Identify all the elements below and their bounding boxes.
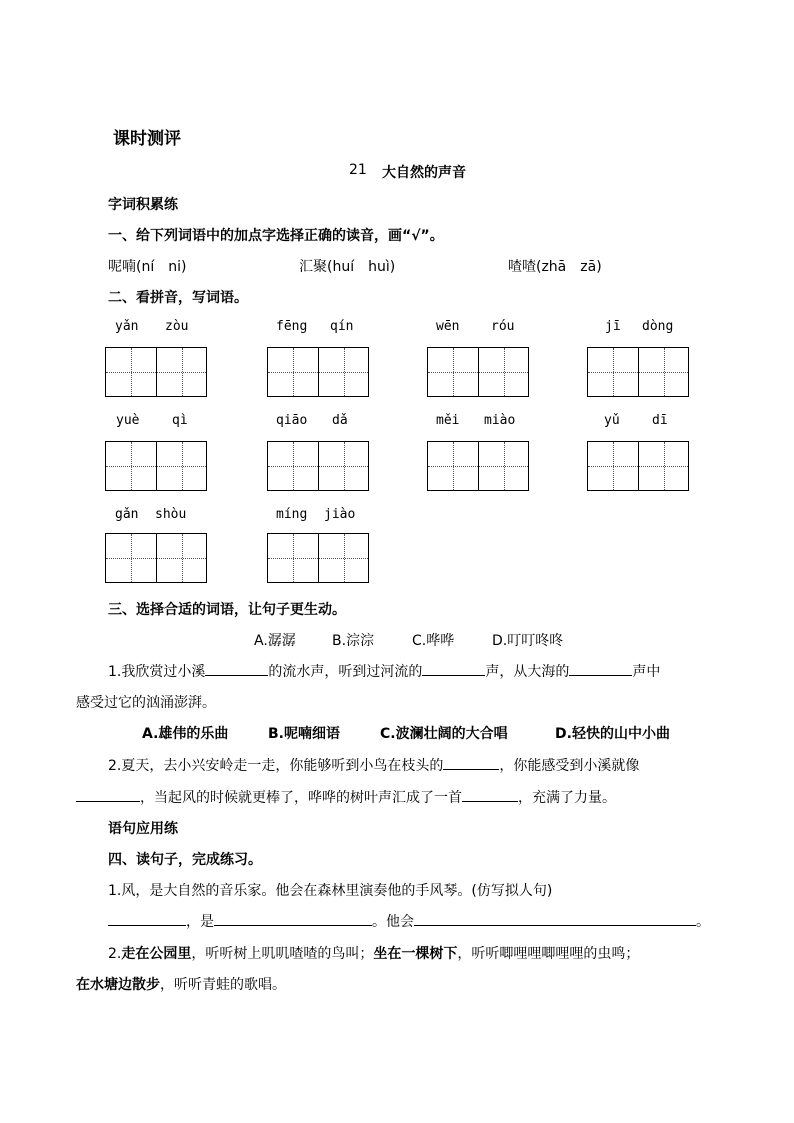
option-d: D.叮叮咚咚 [492, 633, 564, 649]
q1-title: 一、给下列词语中的加点字选择正确的读音，画“√”。 [108, 228, 444, 244]
q3-sentence-2: 2.夏天，去小兴安岭走一走，你能够听到小鸟在枝头的 ，你能感受到小溪就像 [108, 755, 639, 775]
pinyin-label: měi miào [436, 413, 516, 428]
q1-item [299, 256, 395, 276]
answer-blank[interactable] [462, 787, 518, 802]
writing-grid[interactable] [105, 533, 207, 583]
option-c: C.哗哗 [412, 633, 455, 649]
writing-grid[interactable] [267, 533, 369, 583]
answer-blank[interactable] [205, 661, 268, 676]
answer-blank[interactable] [422, 661, 485, 676]
pinyin-label: fēng qín [276, 319, 354, 334]
q1-word: 喳喳 [508, 259, 536, 275]
q2-title: 二、看拼音，写词语。 [108, 290, 248, 306]
q1-word: 汇聚 [299, 259, 327, 275]
pinyin-label: wēn róu [436, 319, 515, 334]
writing-grid[interactable] [587, 441, 689, 491]
pinyin-label: yuè qì [116, 413, 188, 428]
q3-options-b [142, 723, 670, 743]
pinyin-label: qiāo dǎ [276, 413, 348, 428]
answer-blank[interactable] [569, 661, 632, 676]
writing-grid[interactable] [587, 347, 689, 397]
q3-title: 三、选择合适的词语，让句子更生动。 [108, 602, 346, 618]
section-sentence-title: 语句应用练 [108, 821, 178, 837]
option-a: A.潺潺 [254, 633, 296, 649]
answer-blank[interactable] [76, 787, 140, 802]
option-b: B.呢喃细语 [268, 726, 340, 742]
q4-title: 四、读句子，完成练习。 [108, 852, 262, 868]
q4-sentence-2: 2.走在公园里，听听树上叽叽喳喳的鸟叫；坐在一棵树下，听听唧哩哩唧哩哩的虫鸣； [108, 946, 640, 962]
option-c: C.波澜壮阔的大合唱 [380, 726, 508, 742]
answer-blank[interactable] [414, 911, 696, 926]
q1-item [508, 256, 602, 276]
option-b: B.淙淙 [332, 633, 375, 649]
page-label: 课时测评 [113, 129, 181, 149]
pinyin-label: gǎn shòu [115, 507, 187, 522]
writing-grid[interactable] [427, 347, 529, 397]
option-a: A.雄伟的乐曲 [142, 726, 229, 742]
q1-options: (huí huì) [327, 259, 396, 275]
emphasis-text: 走在公园里 [121, 946, 192, 962]
q3-sentence-1: 1.我欣赏过小溪 的流水声，听到过河流的 声，从大海的 声中 [108, 661, 660, 681]
emphasis-text: 在水塘边散步 [76, 977, 160, 993]
pinyin-label: míng jiào [276, 507, 356, 522]
q1-options: (zhā zā) [536, 259, 602, 275]
q3-options-a [254, 630, 563, 650]
q1-options: (ní ni) [136, 259, 187, 275]
writing-grid[interactable] [105, 347, 207, 397]
q3-sentence-2-cont: ，当起风的时候就更棒了，哗哗的树叶声汇成了一首 ，充满了力量。 [76, 787, 616, 807]
q4-sentence-1: 1.风，是大自然的音乐家。他会在森林里演奏他的手风琴。(仿写拟人句) [108, 883, 553, 899]
answer-blank[interactable] [214, 911, 372, 926]
q1-word: 呢喃 [108, 259, 136, 275]
answer-blank[interactable] [108, 911, 186, 926]
q3-sentence-1-cont: 感受过它的汹涌澎湃。 [76, 695, 216, 711]
writing-grid[interactable] [427, 441, 529, 491]
writing-grid[interactable] [267, 347, 369, 397]
answer-blank[interactable] [443, 755, 499, 770]
pinyin-label: yǎn zòu [115, 319, 189, 334]
q4-fill-line: ，是 。他会 。 [108, 911, 710, 931]
q1-item [108, 256, 186, 276]
section-vocab-title: 字词积累练 [108, 197, 178, 213]
writing-grid[interactable] [267, 441, 369, 491]
lesson-title: 大自然的声音 [382, 165, 466, 181]
q4-sentence-2-cont: 在水塘边散步，听听青蛙的歌唱。 [76, 977, 286, 993]
pinyin-label: yǔ dī [604, 413, 668, 428]
lesson-number: 21 [349, 162, 367, 178]
pinyin-label: jī dòng [605, 319, 674, 334]
writing-grid[interactable] [105, 441, 207, 491]
emphasis-text: 坐在一棵树下 [373, 946, 458, 962]
option-d: D.轻快的山中小曲 [555, 726, 670, 742]
